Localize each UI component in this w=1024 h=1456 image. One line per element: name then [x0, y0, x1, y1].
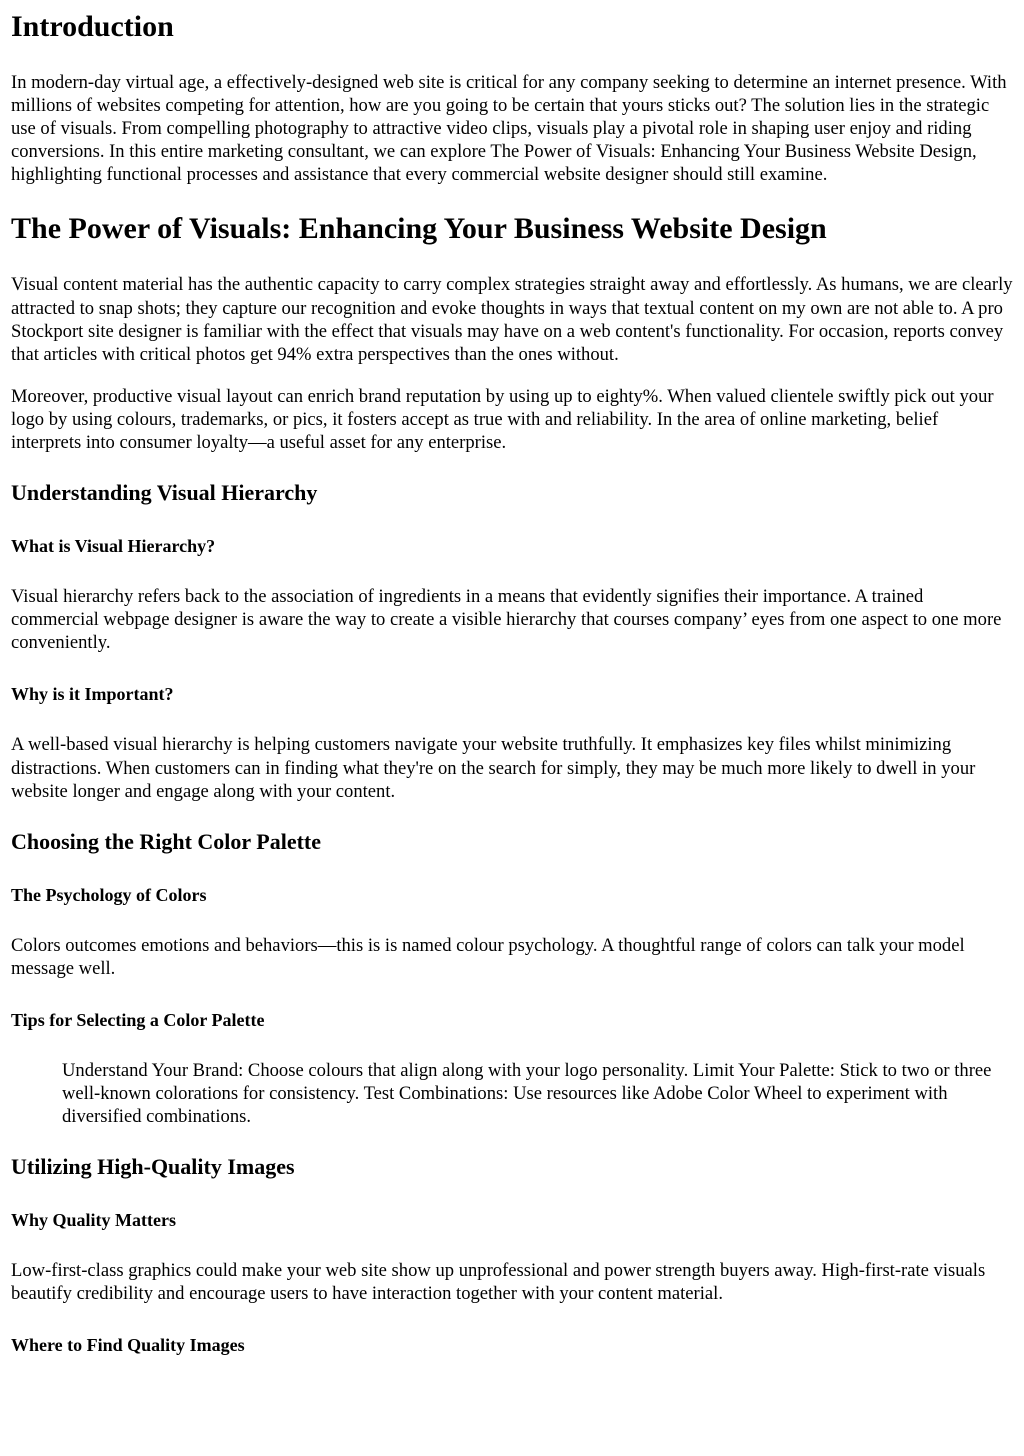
- heading-high-quality-images: Utilizing High-Quality Images: [11, 1154, 295, 1180]
- article: [0, 10, 1024, 1356]
- paragraph-power-1: Visual content material has the authentic capacity to carry complex strategies straight away and effortlessly. As humans, we are clearly attracted to snap shots; they capture our recognition and evoke thoughts in ways that textual content on my own are not able to. A pro Stockport site designer is familiar with the effect that visuals may have on a web content's functionality. For occasion, reports convey that articles with critical photos get 94% extra perspectives than the ones without.: [11, 274, 1013, 365]
- paragraph-why-quality-matters: Low-first-class graphics could make your web site show up unprofessional and power strength buyers away. High-first-rate visuals beautify credibility and encourage users to have interaction together with your content material.: [11, 1260, 986, 1305]
- paragraph-what-is-visual-hierarchy: Visual hierarchy refers back to the association of ingredients in a means that evidently signifies their importance. A trained commercial webpage designer is aware the way to create a visible hierarchy that courses company’ eyes from one aspect to one more conveniently.: [11, 586, 1002, 654]
- heading-psychology-of-colors: The Psychology of Colors: [11, 884, 207, 905]
- heading-color-palette: Choosing the Right Color Palette: [11, 828, 322, 854]
- blockquote-tips: Understand Your Brand: Choose colours that align along with your logo personality. Limit Your Palette: Stick to two or three well-known colorations for consistency. Test Combinations: Use resources like Adobe Color Wheel to experiment with diversified combinations.: [62, 1059, 992, 1128]
- heading-visual-hierarchy: Understanding Visual Hierarchy: [11, 480, 318, 506]
- paragraph-why-important: A well-based visual hierarchy is helping customers navigate your website truthfully. It emphasizes key files whilst minimizing distractions. When customers can in finding what they're on the search for simply, they may be much more likely to dwell in your website longer and engage along with your content.: [11, 734, 976, 802]
- paragraph-psychology-of-colors: Colors outcomes emotions and behaviors—this is is named colour psychology. A thoughtful range of colors can talk your model message well.: [11, 934, 965, 979]
- heading-tips-color-palette: Tips for Selecting a Color Palette: [11, 1009, 265, 1030]
- heading-where-to-find-images: Where to Find Quality Images: [11, 1335, 245, 1356]
- heading-what-is-visual-hierarchy: What is Visual Hierarchy?: [11, 536, 216, 557]
- heading-why-important: Why is it Important?: [11, 684, 174, 705]
- heading-why-quality-matters: Why Quality Matters: [11, 1210, 176, 1231]
- heading-introduction: Introduction: [11, 10, 174, 43]
- heading-power-of-visuals: The Power of Visuals: Enhancing Your Business Website Design: [11, 212, 827, 246]
- paragraph-power-2: Moreover, productive visual layout can enrich brand reputation by using up to eighty%. When valued clientele swiftly pick out your logo by using colours, trademarks, or pics, it fosters accept as true with and reliability. In the area of online marketing, belief interprets into consumer loyalty—a useful asset for any enterprise.: [11, 385, 994, 454]
- paragraph-intro: In modern-day virtual age, a effectively-designed web site is critical for any company seeking to determine an internet presence. With millions of websites competing for attention, how are you going to be certain that yours sticks out? The solution lies in the strategic use of visuals. From compelling photography to attractive video clips, visuals play a pivotal role in shaping user enjoy and riding conversions. In this entire marketing consultant, we can explore The Power of Visuals: Enhancing Your Business Website Design, highlighting functional processes and assistance that every commercial website designer should still examine.: [11, 72, 1007, 186]
